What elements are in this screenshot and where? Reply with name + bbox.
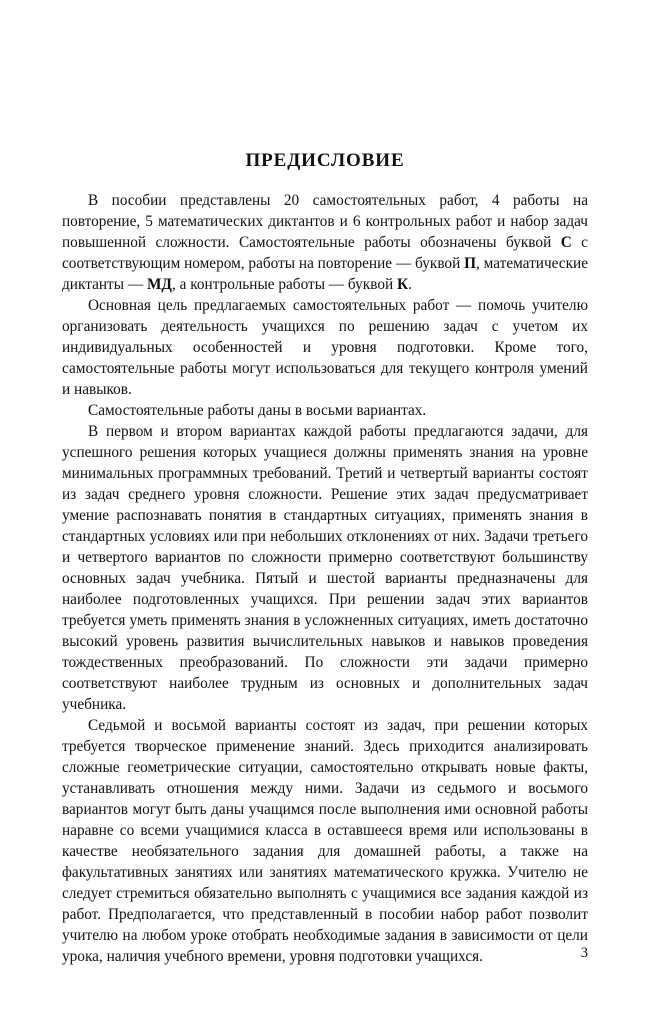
page-title: ПРЕДИСЛОВИЕ — [245, 150, 405, 171]
paragraph-5: Седьмой и восьмой варианты состоят из задач, при решении которых требуется творческое применение знаний. Здесь приходится анализировать сложные геометрические ситуации, самостоятельно открывать новые факты, устанавливать отношения между ними. Задачи из седьмого и восьмого вариантов могут быть даны учащимся после выполнения ими основной работы наравне со всеми учащимися класса в оставшееся время или использованы в качестве необязательного задания для домашней работы, а также на факультативных занятиях или занятиях математического кружка. Учителю не следует стремиться обязательно выполнять с учащимися все задания каждой из работ. Предполагается, что представленный в пособии набор работ позволит учителю на любом уроке отобрать необходимые задания в зависимости от цели урока, наличия учебного времени, уровня подготовки учащихся. — [62, 717, 588, 965]
page-number: 3 — [580, 945, 588, 961]
paragraph-4: В первом и втором вариантах каждой работы предлагаются задачи, для успешного решения которых учащиеся должны применять знания на уровне минимальных программных требований. Третий и четвертый варианты состоят из задач среднего уровня сложности. Решение этих задач предусматривает умение распознавать понятия в стандартных ситуациях, применять знания в стандартных условиях или при небольших отклонениях от них. Задачи третьего и четвертого вариантов по сложности примерно соответствуют большинству основных задач учебника. Пятый и шестой варианты предназначены для наиболее подготовленных учащихся. При решении задач этих вариантов требуется уметь применять знания в усложненных ситуациях, иметь достаточно высокий уровень развития вычислительных навыков и навыков проведения тождественных преобразований. По сложности эти задачи примерно соответствуют наиболее трудным из основных и дополнительных задач учебника. — [62, 423, 588, 713]
body-text — [62, 190, 588, 967]
paragraph-3: Самостоятельные работы даны в восьми вариантах. — [88, 402, 427, 419]
paragraph-2: Основная цель предлагаемых самостоятельных работ — помочь учителю организовать деятельность учащихся по решению задач с учетом их индивидуальных особенностей и уровня подготовки. Кроме того, самостоятельные работы могут использоваться для текущего контроля умений и навыков. — [62, 297, 588, 398]
paragraph-1: В пособии представлены 20 самостоятельных работ, 4 работы на повторение, 5 математических диктантов и 6 контрольных работ и набор задач повышенной сложности. Самостоятельные работы обозначены буквой С с соответствующим номером, работы на повторение — буквой П, математические диктанты — МД, а контрольные работы — буквой К. — [62, 192, 589, 293]
